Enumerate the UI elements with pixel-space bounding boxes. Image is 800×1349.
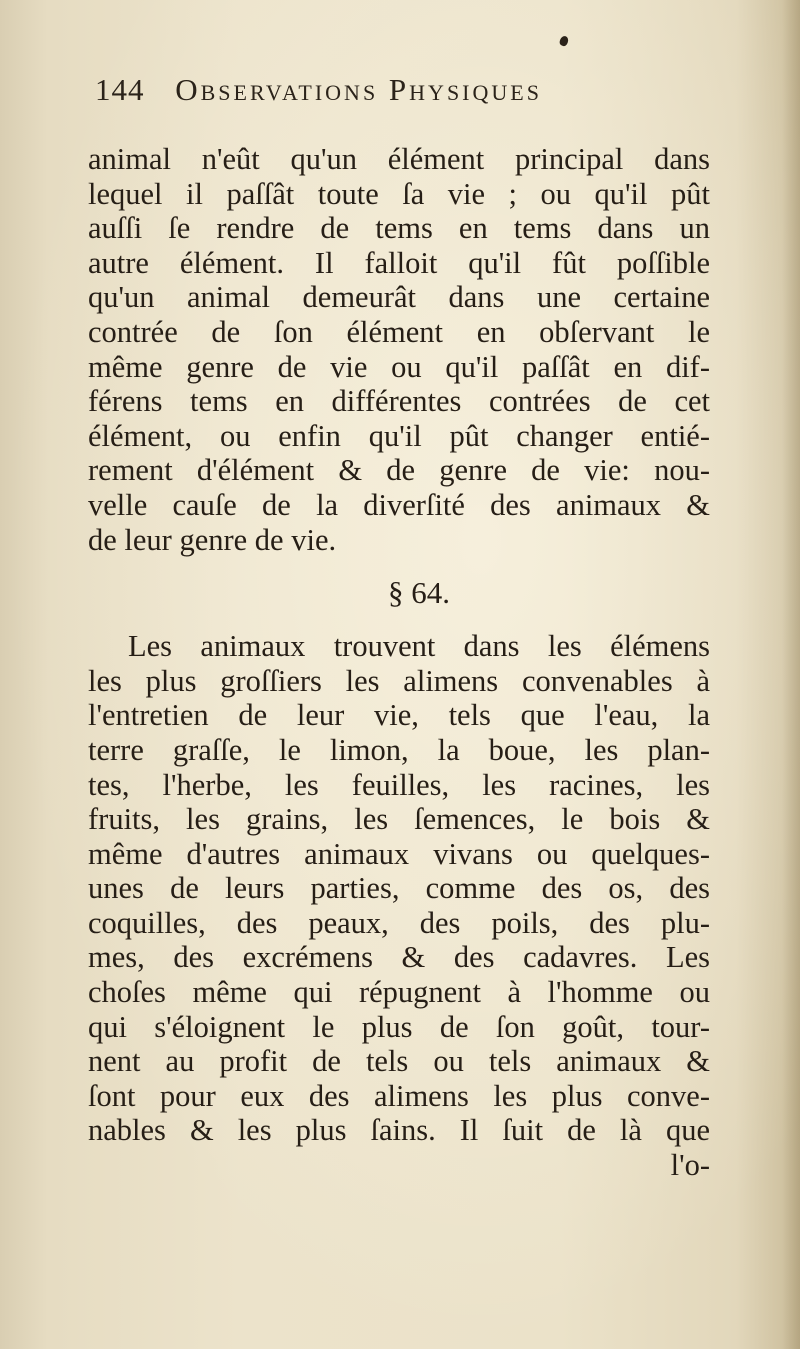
text-line: même d'autres animaux vivans ou quelques- <box>88 836 710 871</box>
text-line: l'entretien de leur vie, tels que l'eau, la <box>88 698 710 733</box>
text-line: autre élément. Il falloit qu'il fût poſſible <box>88 245 710 280</box>
running-title: Observations Physiques <box>175 72 542 107</box>
section-heading: § 64. <box>388 575 450 611</box>
text-line: même genre de vie ou qu'il paſſât en dif- <box>88 349 710 384</box>
text-line: élément, ou enfin qu'il pût changer entié- <box>88 418 710 453</box>
page-number: 144 <box>95 72 145 107</box>
text-line: unes de leurs parties, comme des os, des <box>88 871 710 906</box>
text-line: de leur genre de vie. <box>88 522 337 557</box>
text-line: terre graſſe, le limon, la boue, les plan- <box>88 732 710 767</box>
text-line: ſont pour eux des alimens les plus conve- <box>88 1078 710 1113</box>
text-line: auſſi ſe rendre de tems en tems dans un <box>88 211 710 246</box>
page-edge-shadow <box>782 0 800 1349</box>
text-line: mes, des excrémens & des cadavres. Les <box>88 940 710 975</box>
paragraph-2 <box>88 629 710 1183</box>
text-line: rement d'élément & de genre de vie: nou- <box>88 453 710 488</box>
text-line: contrée de ſon élément en obſervant le <box>88 314 710 349</box>
text-line: qu'un animal demeurât dans une certaine <box>88 280 710 315</box>
text-line: tes, l'herbe, les feuilles, les racines, les <box>88 767 710 802</box>
ink-mark <box>559 35 570 47</box>
running-head <box>95 72 695 116</box>
text-line: qui s'éloignent le plus de ſon goût, tour- <box>88 1009 710 1044</box>
text-line: coquilles, des peaux, des poils, des plu- <box>88 905 710 940</box>
text-line: velle cauſe de la diverſité des animaux & <box>88 487 710 522</box>
catchword: l'o- <box>670 1148 710 1183</box>
text-line: nent au profit de tels ou tels animaux & <box>88 1044 710 1079</box>
text-line: lequel il paſſât toute ſa vie ; ou qu'il pût <box>88 176 710 211</box>
text-line: Les animaux trouvent dans les élémens <box>128 629 710 664</box>
text-line: animal n'eût qu'un élément principal dans <box>88 142 710 176</box>
text-line: les plus groſſiers les alimens convenables à <box>88 663 710 698</box>
text-line: nables & les plus ſains. Il ſuit de là que <box>88 1113 710 1148</box>
body-text <box>88 142 710 1183</box>
text-line: férens tems en différentes contrées de cet <box>88 384 710 419</box>
paragraph-1 <box>88 142 710 557</box>
text-line: choſes même qui répugnent à l'homme ou <box>88 975 710 1010</box>
text-line: fruits, les grains, les ſemences, le bois & <box>88 802 710 837</box>
